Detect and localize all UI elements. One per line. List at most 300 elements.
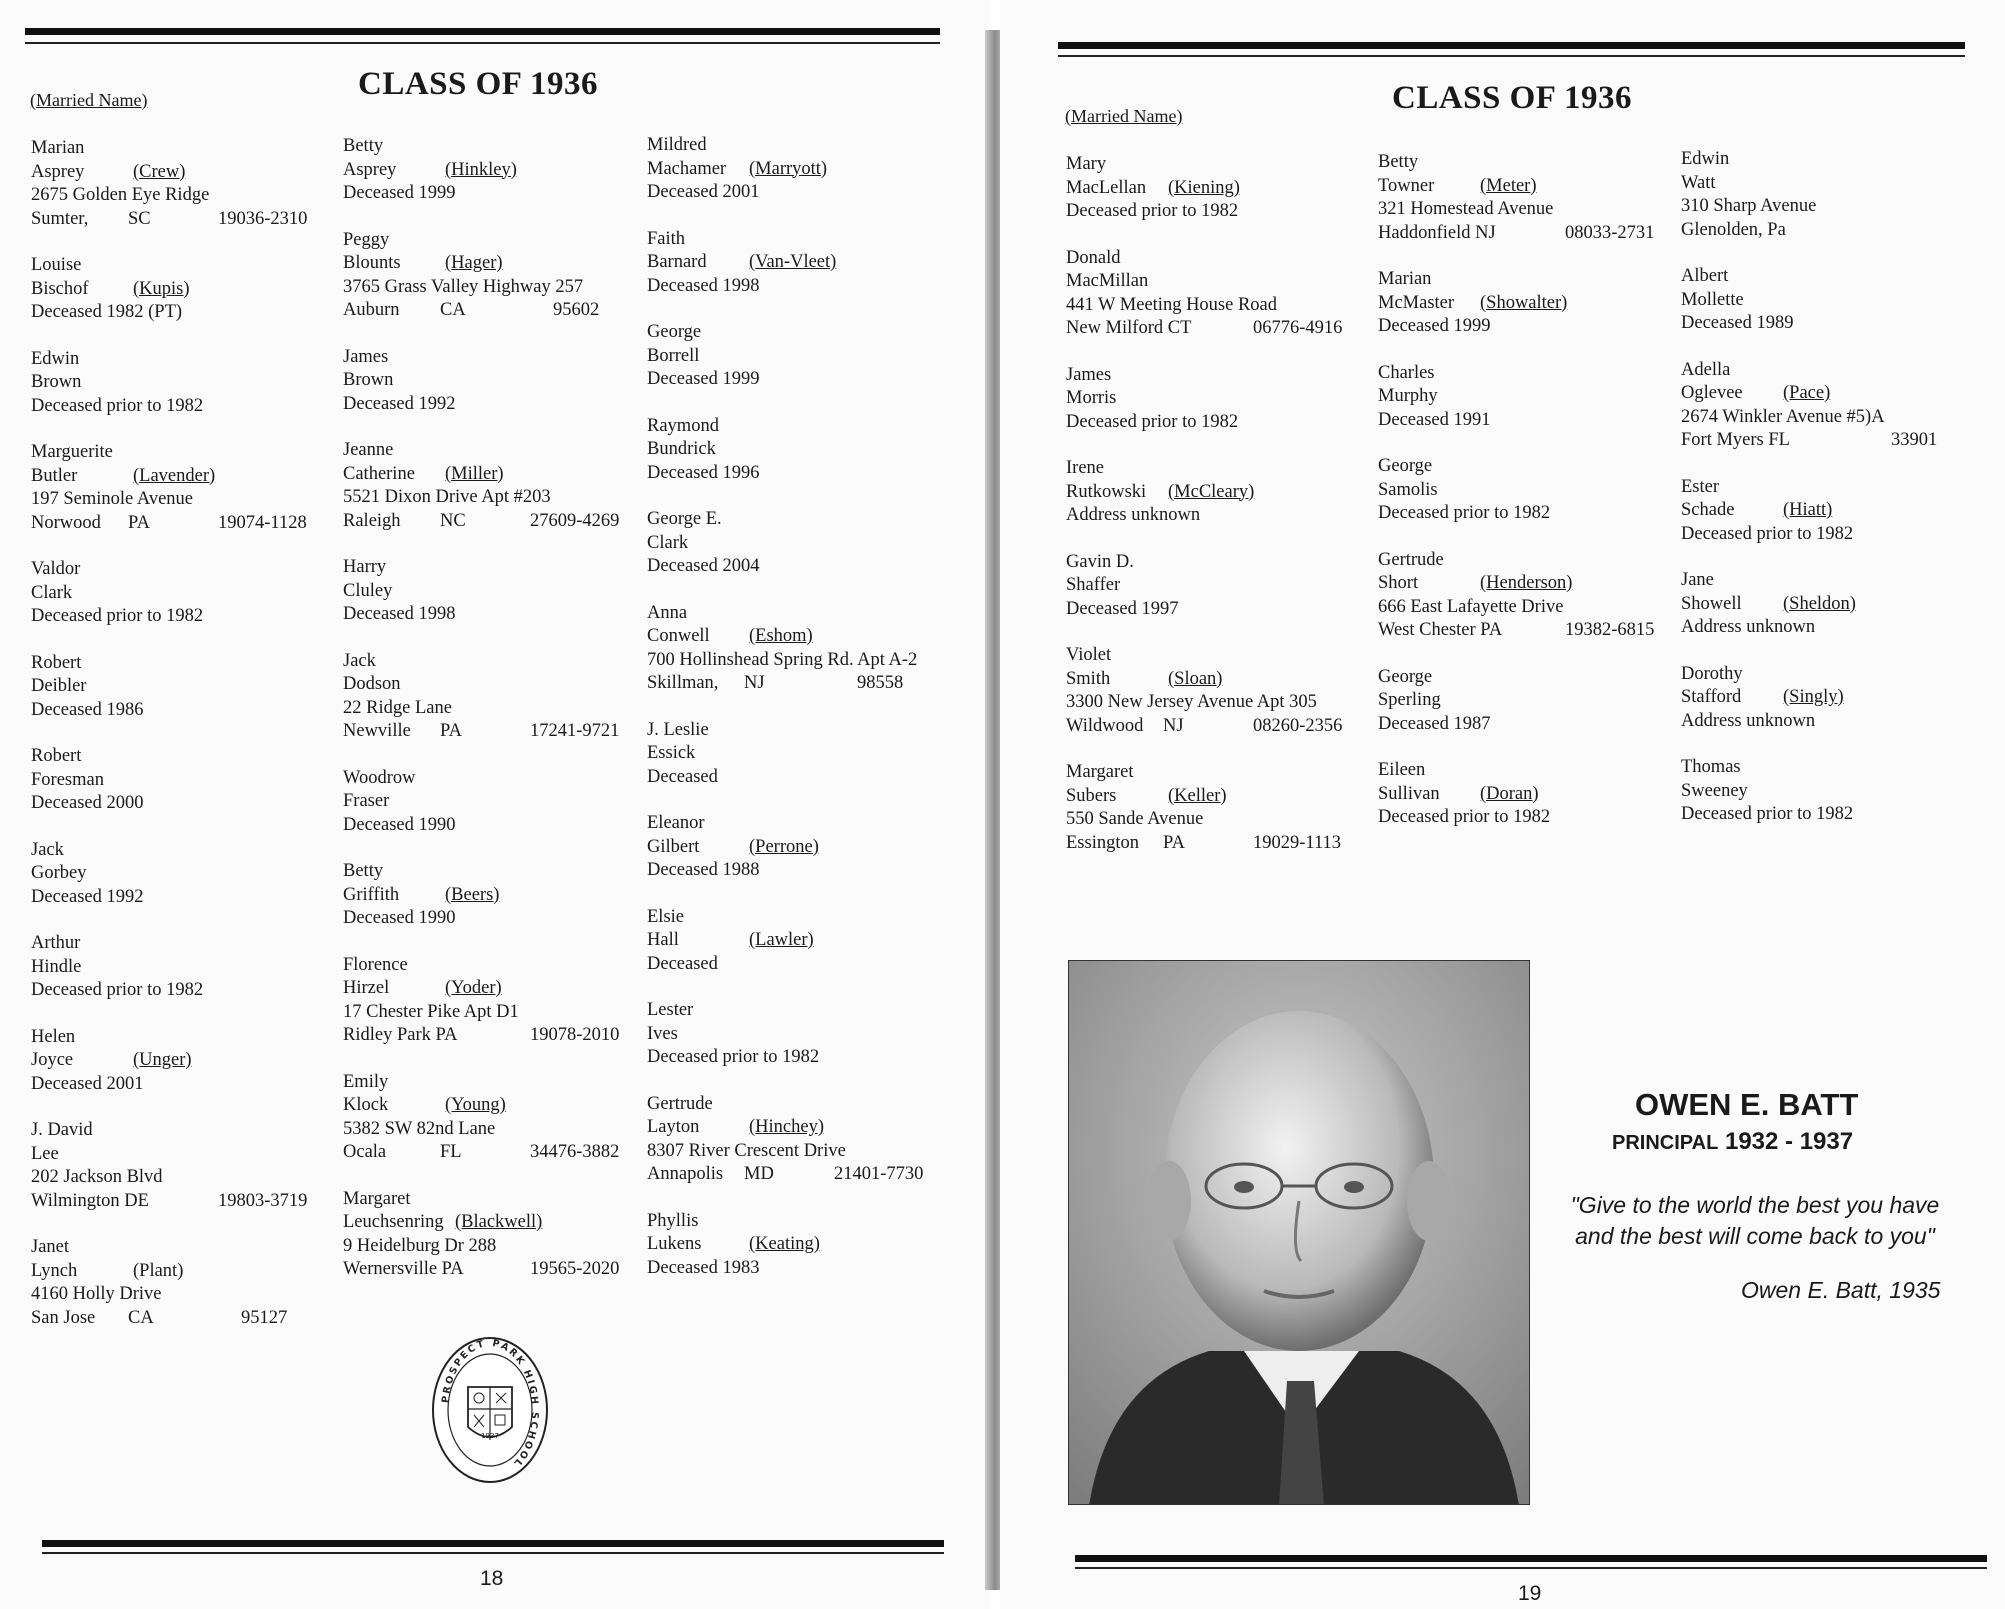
- detail-line: Deceased 1998: [343, 604, 456, 624]
- city: Newville: [343, 721, 411, 741]
- name-line: [1681, 780, 1981, 804]
- bottom-rule-thin: [42, 1552, 944, 1554]
- detail-line: 550 Sande Avenue: [1066, 809, 1204, 829]
- first-name: George: [1378, 666, 1433, 687]
- zip-code: 95127: [241, 1307, 288, 1328]
- last-name: Watt: [1681, 172, 1716, 193]
- last-name: Sweeney: [1681, 780, 1748, 801]
- principal-role-title: PRINCIPAL: [1612, 1132, 1719, 1154]
- roster-entry: [647, 228, 947, 299]
- first-name: Jeanne: [343, 440, 394, 460]
- first-name: Albert: [1681, 266, 1729, 286]
- roster-entry: [647, 134, 947, 205]
- city-line: [31, 1190, 331, 1214]
- name-line: [343, 1211, 643, 1235]
- last-name: Asprey: [343, 159, 397, 180]
- detail-line: Deceased prior to 1982: [1681, 804, 1854, 824]
- roster-entry: [31, 1026, 331, 1097]
- first-name: Lester: [647, 1000, 694, 1020]
- principal-name: OWEN E. BATT: [1635, 1087, 1859, 1122]
- roster-entry: [31, 745, 331, 816]
- first-name: George E.: [647, 509, 722, 529]
- first-name: Helen: [31, 1026, 76, 1047]
- zip-code: 08033-2731: [1565, 222, 1655, 243]
- roster-entry: [647, 508, 947, 579]
- roster-entry: [1066, 364, 1366, 435]
- detail-line: 5382 SW 82nd Lane: [343, 1118, 496, 1139]
- name-line: [1681, 499, 1981, 523]
- detail-line: Deceased 2001: [31, 1073, 144, 1094]
- first-name: Faith: [647, 228, 686, 249]
- last-name: Catherine: [343, 463, 415, 484]
- roster-entry: [31, 652, 331, 723]
- detail-line: 441 W Meeting House Road: [1066, 294, 1278, 315]
- name-line: [1066, 785, 1366, 809]
- first-name: Eileen: [1378, 760, 1426, 780]
- zip-code: 19803-3719: [218, 1190, 308, 1211]
- last-name: Mollette: [1681, 289, 1744, 310]
- city: Fort Myers FL: [1681, 430, 1790, 450]
- married-name-header: (Married Name): [30, 90, 148, 110]
- name-line: [31, 956, 331, 980]
- first-name: Betty: [343, 136, 384, 156]
- first-name: Edwin: [1681, 149, 1730, 169]
- married-name: (Perrone): [749, 836, 819, 857]
- first-name: Emily: [343, 1071, 389, 1092]
- detail-line: Deceased 1983: [647, 1257, 760, 1278]
- roster-entry: [1378, 362, 1678, 433]
- roster-entry: [343, 229, 643, 323]
- detail-line: Deceased prior to 1982: [1378, 807, 1551, 827]
- married-name: (Miller): [445, 463, 504, 484]
- last-name: Sullivan: [1378, 783, 1440, 804]
- last-name: Layton: [647, 1117, 700, 1137]
- detail-line: Glenolden, Pa: [1681, 219, 1786, 240]
- last-name: Borrell: [647, 345, 700, 366]
- first-name: Irene: [1066, 458, 1104, 478]
- name-line: [1066, 574, 1366, 598]
- first-name: Jack: [31, 839, 64, 860]
- detail-line: Deceased 1991: [1378, 409, 1491, 430]
- name-line: [647, 929, 947, 953]
- page-title: CLASS OF 1936: [358, 66, 598, 102]
- first-name: Marian: [1378, 269, 1432, 289]
- roster-entry: [1378, 549, 1678, 643]
- name-line: [1066, 270, 1366, 294]
- married-name: (Keller): [1168, 785, 1227, 806]
- city: Norwood: [31, 512, 101, 533]
- city-line: [31, 208, 331, 232]
- name-line: [647, 345, 947, 369]
- name-line: [343, 369, 643, 393]
- name-line: [1378, 783, 1678, 807]
- last-name: Smith: [1066, 668, 1111, 689]
- city-line: [1066, 715, 1366, 739]
- last-name: Gorbey: [31, 863, 87, 883]
- last-name: Samolis: [1378, 479, 1438, 500]
- roster-entry: [31, 137, 331, 231]
- detail-line: Deceased 1998: [647, 275, 760, 296]
- first-name: Janet: [31, 1237, 70, 1257]
- detail-line: Address unknown: [1681, 710, 1816, 731]
- married-name: (Lavender): [133, 465, 216, 486]
- zip-code: 06776-4916: [1253, 318, 1343, 338]
- zip-code: 19382-6815: [1565, 620, 1655, 640]
- roster-entry: [1681, 148, 1981, 242]
- city-line: [31, 512, 331, 536]
- roster-entry: [1681, 569, 1981, 640]
- roster-entry: [31, 932, 331, 1003]
- state: CA: [440, 300, 466, 320]
- roster-entry: [343, 1188, 643, 1282]
- last-name: Rutkowski: [1066, 481, 1147, 502]
- roster-entry: [343, 1071, 643, 1165]
- city-line: [1681, 429, 1981, 453]
- detail-line: Deceased prior to 1982: [31, 395, 204, 416]
- state: PA: [1163, 832, 1185, 853]
- city: Auburn: [343, 300, 400, 320]
- detail-line: Deceased prior to 1982: [1066, 411, 1239, 432]
- quote-attribution: Owen E. Batt, 1935: [1741, 1277, 1941, 1303]
- name-line: [1066, 177, 1366, 201]
- zip-code: 95602: [553, 300, 600, 320]
- name-line: [647, 742, 947, 766]
- zip-code: 19036-2310: [218, 208, 308, 229]
- first-name: Jack: [343, 650, 376, 671]
- name-line: [647, 1233, 947, 1257]
- city-line: [343, 1141, 643, 1165]
- name-line: [647, 1023, 947, 1047]
- married-name: (Crew): [133, 161, 186, 182]
- first-name: Woodrow: [343, 767, 416, 788]
- name-line: [1681, 289, 1981, 313]
- roster-entry: [1681, 663, 1981, 734]
- last-name: Leuchsenring: [343, 1212, 444, 1232]
- last-name: Gilbert: [647, 836, 700, 857]
- first-name: Margaret: [1066, 762, 1134, 782]
- detail-line: Deceased 1999: [647, 369, 760, 389]
- roster-entry: [1681, 265, 1981, 336]
- roster-entry: [343, 860, 643, 931]
- married-name: (Unger): [133, 1050, 192, 1070]
- roster-entry: [31, 1236, 331, 1330]
- name-line: [1681, 382, 1981, 406]
- last-name: Hindle: [31, 956, 82, 977]
- detail-line: 666 East Lafayette Drive: [1378, 596, 1564, 617]
- zip-code: 19029-1113: [1253, 832, 1342, 853]
- last-name: Dodson: [343, 674, 401, 694]
- zip-code: 19074-1128: [218, 512, 307, 533]
- roster-entry: [1378, 455, 1678, 526]
- roster-entry: [31, 839, 331, 910]
- detail-line: 8307 River Crescent Drive: [647, 1140, 846, 1161]
- last-name: Hirzel: [343, 978, 390, 998]
- state: SC: [128, 208, 151, 229]
- married-name: (Henderson): [1480, 573, 1573, 593]
- first-name: James: [1066, 364, 1112, 385]
- city-line: [343, 1024, 643, 1048]
- name-line: [31, 769, 331, 793]
- first-name: Harry: [343, 557, 387, 577]
- city: Sumter,: [31, 208, 89, 229]
- school-seal: [430, 1335, 550, 1485]
- detail-line: 3765 Grass Valley Highway 257: [343, 276, 584, 297]
- roster-column-2: [1378, 151, 1678, 853]
- roster-entry: [647, 1210, 947, 1281]
- first-name: Gertrude: [647, 1093, 713, 1114]
- zip-code: 98558: [857, 673, 904, 693]
- first-name: J. David: [31, 1120, 93, 1140]
- roster-column-1: [1066, 153, 1366, 878]
- last-name: MacLellan: [1066, 177, 1147, 198]
- name-line: [647, 438, 947, 462]
- city-line: [1066, 317, 1366, 341]
- last-name: Bundrick: [647, 439, 716, 459]
- roster-entry: [1066, 644, 1366, 738]
- name-line: [343, 977, 643, 1001]
- roster-entry: [1066, 761, 1366, 855]
- left-page: [0, 0, 990, 1609]
- top-rule: [1058, 42, 1965, 49]
- last-name: Murphy: [1378, 386, 1438, 406]
- name-line: [647, 251, 947, 275]
- name-line: [31, 582, 331, 606]
- last-name: Shaffer: [1066, 575, 1121, 595]
- married-name: (Hiatt): [1783, 500, 1833, 520]
- first-name: Louise: [31, 255, 82, 275]
- zip-code: 19565-2020: [530, 1259, 620, 1279]
- detail-line: Deceased 1992: [343, 393, 456, 414]
- quote-line-2: and the best will come back to you": [1575, 1223, 1935, 1249]
- detail-line: Deceased 2004: [647, 556, 760, 576]
- roster-entry: [343, 135, 643, 206]
- detail-line: Deceased 1982 (PT): [31, 302, 183, 322]
- married-name: (Meter): [1480, 175, 1537, 196]
- top-rule-thin: [25, 42, 940, 44]
- married-name: (Beers): [445, 884, 500, 905]
- detail-line: Deceased 2000: [31, 793, 144, 813]
- detail-line: Deceased 1999: [1378, 316, 1491, 336]
- name-line: [343, 252, 643, 276]
- detail-line: Deceased prior to 1982: [1681, 523, 1854, 544]
- seal-year: 1937: [481, 1432, 499, 1440]
- city: Skillman,: [647, 673, 719, 693]
- city-line: [31, 1307, 331, 1331]
- first-name: Margaret: [343, 1188, 411, 1209]
- roster-entry: [1681, 359, 1981, 453]
- last-name: Ives: [647, 1023, 678, 1044]
- principal-portrait-photo: [1068, 960, 1530, 1505]
- first-name: Thomas: [1681, 757, 1741, 777]
- last-name: Schade: [1681, 500, 1735, 520]
- roster-entry: [31, 441, 331, 535]
- zip-code: 17241-9721: [530, 721, 620, 741]
- name-line: [1681, 172, 1981, 196]
- detail-line: 17 Chester Pike Apt D1: [343, 1001, 519, 1022]
- roster-entry: [31, 558, 331, 629]
- city-line: [343, 299, 643, 323]
- first-name: Betty: [1378, 152, 1419, 172]
- state: NJ: [1163, 715, 1184, 736]
- city: Ridley Park PA: [343, 1025, 458, 1045]
- first-name: Elsie: [647, 906, 684, 927]
- roster-entry: [1378, 151, 1678, 245]
- name-line: [1378, 292, 1678, 316]
- married-name: (Kiening): [1168, 177, 1240, 198]
- city-line: [647, 1163, 947, 1187]
- zip-code: 08260-2356: [1253, 715, 1343, 736]
- first-name: Mary: [1066, 154, 1107, 174]
- first-name: Mildred: [647, 135, 707, 155]
- detail-line: Deceased prior to 1982: [31, 980, 204, 1000]
- principal-quote: [1540, 1190, 1970, 1252]
- name-line: [343, 790, 643, 814]
- name-line: [1378, 479, 1678, 503]
- roster-entry: [1378, 759, 1678, 830]
- last-name: Conwell: [647, 626, 710, 646]
- married-name: (Showalter): [1480, 292, 1568, 313]
- city-line: [1066, 832, 1366, 856]
- last-name: Subers: [1066, 785, 1117, 806]
- roster-entry: [1378, 666, 1678, 737]
- top-rule: [25, 28, 940, 35]
- last-name: Machamer: [647, 158, 727, 179]
- city: West Chester PA: [1378, 620, 1503, 640]
- city-line: [1378, 619, 1678, 643]
- detail-line: Deceased 1987: [1378, 713, 1491, 734]
- name-line: [343, 159, 643, 183]
- married-name: (Marryott): [749, 158, 828, 179]
- name-line: [647, 532, 947, 556]
- detail-line: Deceased prior to 1982: [1066, 201, 1239, 221]
- city: New Milford CT: [1066, 318, 1192, 338]
- name-line: [1378, 689, 1678, 713]
- first-name: Valdor: [31, 559, 81, 579]
- name-line: [647, 836, 947, 860]
- name-line: [1378, 385, 1678, 409]
- detail-line: 9 Heidelburg Dr 288: [343, 1235, 497, 1256]
- last-name: Stafford: [1681, 687, 1742, 707]
- last-name: Barnard: [647, 252, 707, 272]
- first-name: Phyllis: [647, 1210, 699, 1231]
- state: FL: [440, 1142, 462, 1162]
- city-line: [1378, 222, 1678, 246]
- roster-column-3: [647, 134, 947, 1303]
- first-name: Violet: [1066, 645, 1112, 665]
- roster-entry: [343, 767, 643, 838]
- married-name: (Keating): [749, 1234, 820, 1254]
- detail-line: 202 Jackson Blvd: [31, 1167, 163, 1187]
- name-line: [31, 1143, 331, 1167]
- first-name: George: [1378, 456, 1433, 476]
- first-name: Peggy: [343, 229, 390, 250]
- city-line: [343, 1258, 643, 1282]
- last-name: Fraser: [343, 791, 390, 811]
- roster-entry: [647, 906, 947, 977]
- name-line: [31, 278, 331, 302]
- detail-line: 700 Hollinshead Spring Rd. Apt A-2: [647, 649, 918, 670]
- last-name: Griffith: [343, 884, 400, 905]
- detail-line: Deceased 1996: [647, 462, 760, 483]
- name-line: [343, 1094, 643, 1118]
- last-name: Lee: [31, 1143, 59, 1164]
- detail-line: Deceased 1997: [1066, 598, 1179, 619]
- name-line: [31, 675, 331, 699]
- last-name: Deibler: [31, 676, 87, 696]
- name-line: [31, 161, 331, 185]
- zip-code: 21401-7730: [834, 1164, 924, 1184]
- last-name: Sperling: [1378, 690, 1441, 710]
- name-line: [31, 862, 331, 886]
- state: NC: [440, 510, 466, 531]
- first-name: Betty: [343, 861, 384, 881]
- last-name: Brown: [343, 370, 394, 390]
- married-name-header: (Married Name): [1065, 106, 1183, 126]
- roster-entry: [31, 254, 331, 325]
- last-name: Blounts: [343, 253, 401, 273]
- name-line: [647, 158, 947, 182]
- married-name: (Hager): [445, 253, 503, 273]
- detail-line: Deceased 1989: [1681, 313, 1794, 333]
- married-name: (Plant): [133, 1260, 184, 1281]
- zip-code: 33901: [1891, 430, 1938, 450]
- detail-line: Deceased 1992: [31, 886, 144, 907]
- last-name: McMaster: [1378, 292, 1455, 313]
- state: PA: [128, 512, 150, 533]
- detail-line: 197 Seminole Avenue: [31, 489, 194, 509]
- married-name: (Hinchey): [749, 1117, 824, 1137]
- first-name: Dorothy: [1681, 663, 1743, 684]
- first-name: Raymond: [647, 415, 719, 436]
- name-line: [343, 580, 643, 604]
- first-name: Adella: [1681, 359, 1731, 380]
- name-line: [343, 673, 643, 697]
- first-name: Marguerite: [31, 442, 113, 462]
- city: San Jose: [31, 1307, 96, 1328]
- name-line: [343, 463, 643, 487]
- married-name: (Van-Vleet): [749, 252, 837, 272]
- detail-line: Deceased 1990: [343, 814, 456, 835]
- first-name: Charles: [1378, 362, 1435, 383]
- city: Ocala: [343, 1142, 387, 1162]
- detail-line: Deceased 2001: [647, 182, 760, 202]
- first-name: Arthur: [31, 933, 81, 953]
- detail-line: 321 Homestead Avenue: [1378, 199, 1554, 219]
- roster-entry: [1681, 476, 1981, 547]
- last-name: Brown: [31, 372, 82, 392]
- detail-line: Deceased: [647, 766, 718, 787]
- detail-line: Deceased 1988: [647, 860, 760, 880]
- last-name: Clark: [647, 532, 689, 553]
- roster-entry: [647, 999, 947, 1070]
- city: Essington: [1066, 832, 1139, 853]
- name-line: [1066, 481, 1366, 505]
- name-line: [31, 1049, 331, 1073]
- married-name: (Sheldon): [1783, 593, 1856, 614]
- first-name: Edwin: [31, 348, 80, 369]
- name-line: [343, 884, 643, 908]
- first-name: Donald: [1066, 247, 1121, 268]
- detail-line: 2675 Golden Eye Ridge: [31, 185, 210, 205]
- bottom-rule: [42, 1540, 944, 1547]
- name-line: [1681, 593, 1981, 617]
- bottom-rule-thin: [1075, 1567, 1987, 1569]
- first-name: Gertrude: [1378, 549, 1444, 570]
- roster-entry: [1378, 268, 1678, 339]
- married-name: (Yoder): [445, 978, 502, 998]
- bottom-rule: [1075, 1555, 1987, 1562]
- principal-years: 1932 - 1937: [1724, 1128, 1854, 1155]
